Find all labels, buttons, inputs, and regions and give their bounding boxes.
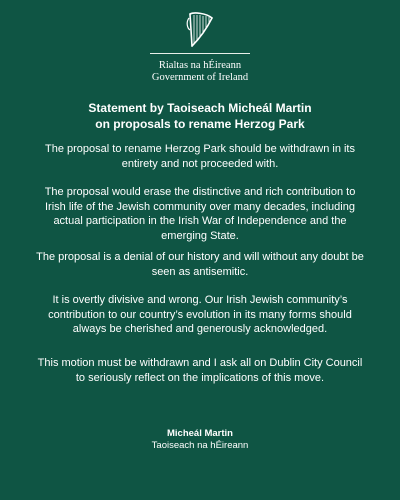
- header-divider: [150, 53, 250, 54]
- statement-paragraph: It is overtly divisive and wrong. Our Irish Jewish community’s contribution to our country’s evolution in its many forms should always be cherished and generously acknowledged.: [48, 294, 352, 336]
- statement-paragraph: This motion must be withdrawn and I ask all on Dublin City Council to seriously reflect on the implications of this move.: [37, 357, 363, 384]
- statement-paragraph: The proposal is a denial of our history and will without any doubt be seen as antisemitic.: [36, 251, 364, 278]
- statement-title-line-2: on proposals to rename Herzog Park: [95, 117, 305, 131]
- signature-name: Micheál Martin: [167, 428, 233, 439]
- statement-paragraph: The proposal to rename Herzog Park should be withdrawn in its entirety and not proceeded with.: [45, 143, 355, 170]
- signature-role: Taoiseach na hÉireann: [151, 440, 249, 451]
- irish-harp-icon: [184, 10, 216, 50]
- statement-title-line-1: Statement by Taoiseach Micheál Martin: [88, 101, 312, 115]
- statement-paragraph: The proposal would erase the distinctive and rich contribution to Irish life of the Jewish community over many decades, including actual participation in the Irish War of Independence and the emerging State.: [44, 186, 356, 242]
- government-name-english: Government of Ireland: [151, 72, 249, 83]
- government-name-irish: Rialtas na hÉireann: [158, 60, 242, 71]
